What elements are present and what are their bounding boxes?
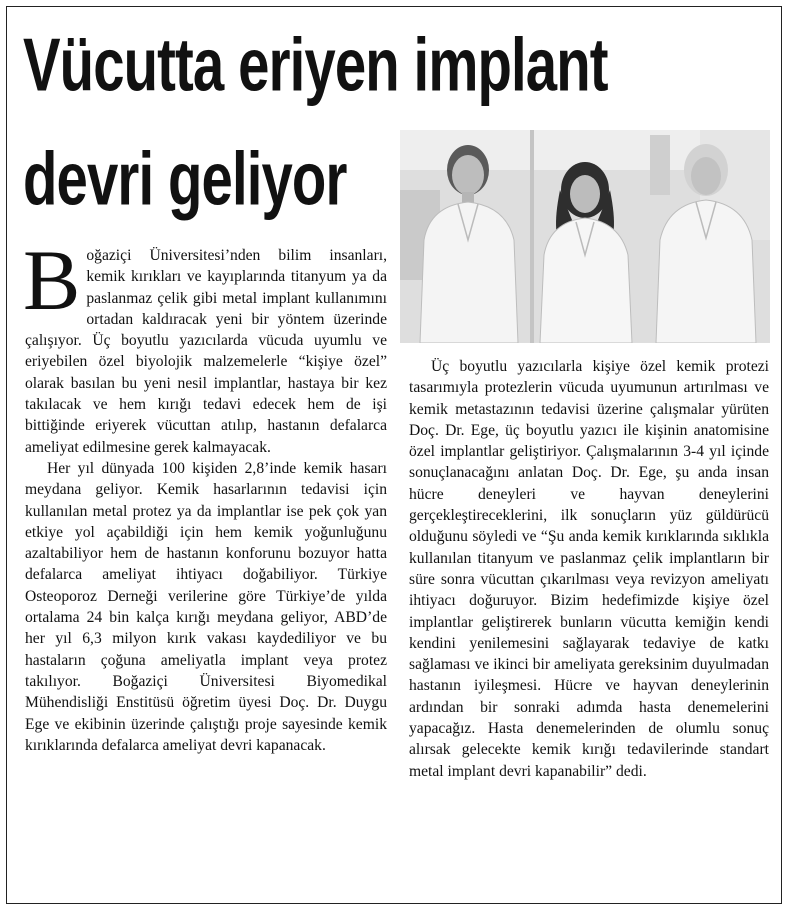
researchers-photo [400,130,770,343]
article-paragraph [23,232,387,458]
article-paragraph: Üç boyutlu yazıcılarla kişiye özel kemik protezi tasarımıyla protezlerin vücuda uyumunun artırılması ve kemik metastazının tedavisi üzerine çalışmalar yürüten Doç. Dr. Ege, üç boyutlu yazıcı ile kişinin anatomisine özel implantlar geliştiriyor. Çalışmalarının 3-4 yıl içinde sonuçlanacağını anlatan Doç. Dr. Ege, şu anda insan hücre deneyleri ve hayvan deneylerini gerçekleştireceklerini, ilk sonuçların yüz güldürücü olduğunu söyledi ve “Şu anda kemik kırıklarında sıklıkla kullanılan titanyum ve paslanmaz çelik implantların bir süre sonra vücuttan çıkarılması veya revizyon ameliyatı ihtiyacı doğuruyor. Bizim hedefimizde kişiye özel implantlar geliştirerek bunların vücutta kemiğin kendi kendini yenilemesini sağlayarak tedaviye de katkı sağlaması ve ikinci bir ameliyata gereksinim duyulmadan hastanın iyileşmesi. Hücre ve hayvan deneylerinin ardından bir sonraki adımda hasta denemelerini yapacağız. Hasta denemelerinden de olumlu sonuç alırsak gelecekte kemik kırığı tedavilerinde standart metal implant devri kapanabilir” dedi. [409,358,769,780]
article-column-left [23,232,387,756]
paragraph-text: oğaziçi Üniversitesi’nden bilim insanları, kemik kırıkları ve kayıplarında titanyum ya da paslanmaz çelik gibi metal implant kullanımını ortadan kaldıracak yeni bir yöntem üzerinde çalışıyor. Üç boyutlu yazıcılarda vücuda uyumlu ve eriyebilen özel biyolojik malzemelerle “kişiye özel” olarak basılan bu yeni nesil implantlar, hastaya bir kez takılacak ve hem kırığı tedavi edecek hem de işi bittiğinde eriyerek vücuttan atılıp, hastanın defalarca ameliyat edilmesine gerek kalmayacak. [25,247,387,456]
article-paragraph: Her yıl dünyada 100 kişiden 2,8’inde kemik hasarı meydana geliyor. Kemik hasarlarının tedavisi için kullanılan metal protez ya da implantlar ise pek çok yan etkiye yol açabildiği için hem kemik yoğunluğunu azaltabiliyor hem de hastanın konforunu bozuyor hatta defalarca ameliyat ihtiyacı doğabiliyor. Türkiye Osteoporoz Derneği verilerine göre Türkiye’de yılda ortalama 24 bin kalça kırığı meydana geliyor, ABD’de her yıl 6,3 milyon kırık vakası kaydediliyor ve bu hastaların çoğuna ameliyatla implant veya protez takılıyor. Boğaziçi Üniversitesi Biyomedikal Mühendisliği Enstitüsü öğretim üyesi Doç. Dr. Duygu Ege ve ekibinin üzerinde çalıştığı proje sayesinde kemik kırıklarında defalarca ameliyat devri kapanacak. [25,459,387,754]
photo-three-researchers-icon [400,130,770,343]
article-column-right [409,356,769,782]
dropcap-letter: B [23,232,81,328]
newspaper-clipping [6,6,782,904]
headline-line-1: Vücutta eriyen implant [23,22,608,108]
headline-line-2: devri geliyor [23,136,347,222]
